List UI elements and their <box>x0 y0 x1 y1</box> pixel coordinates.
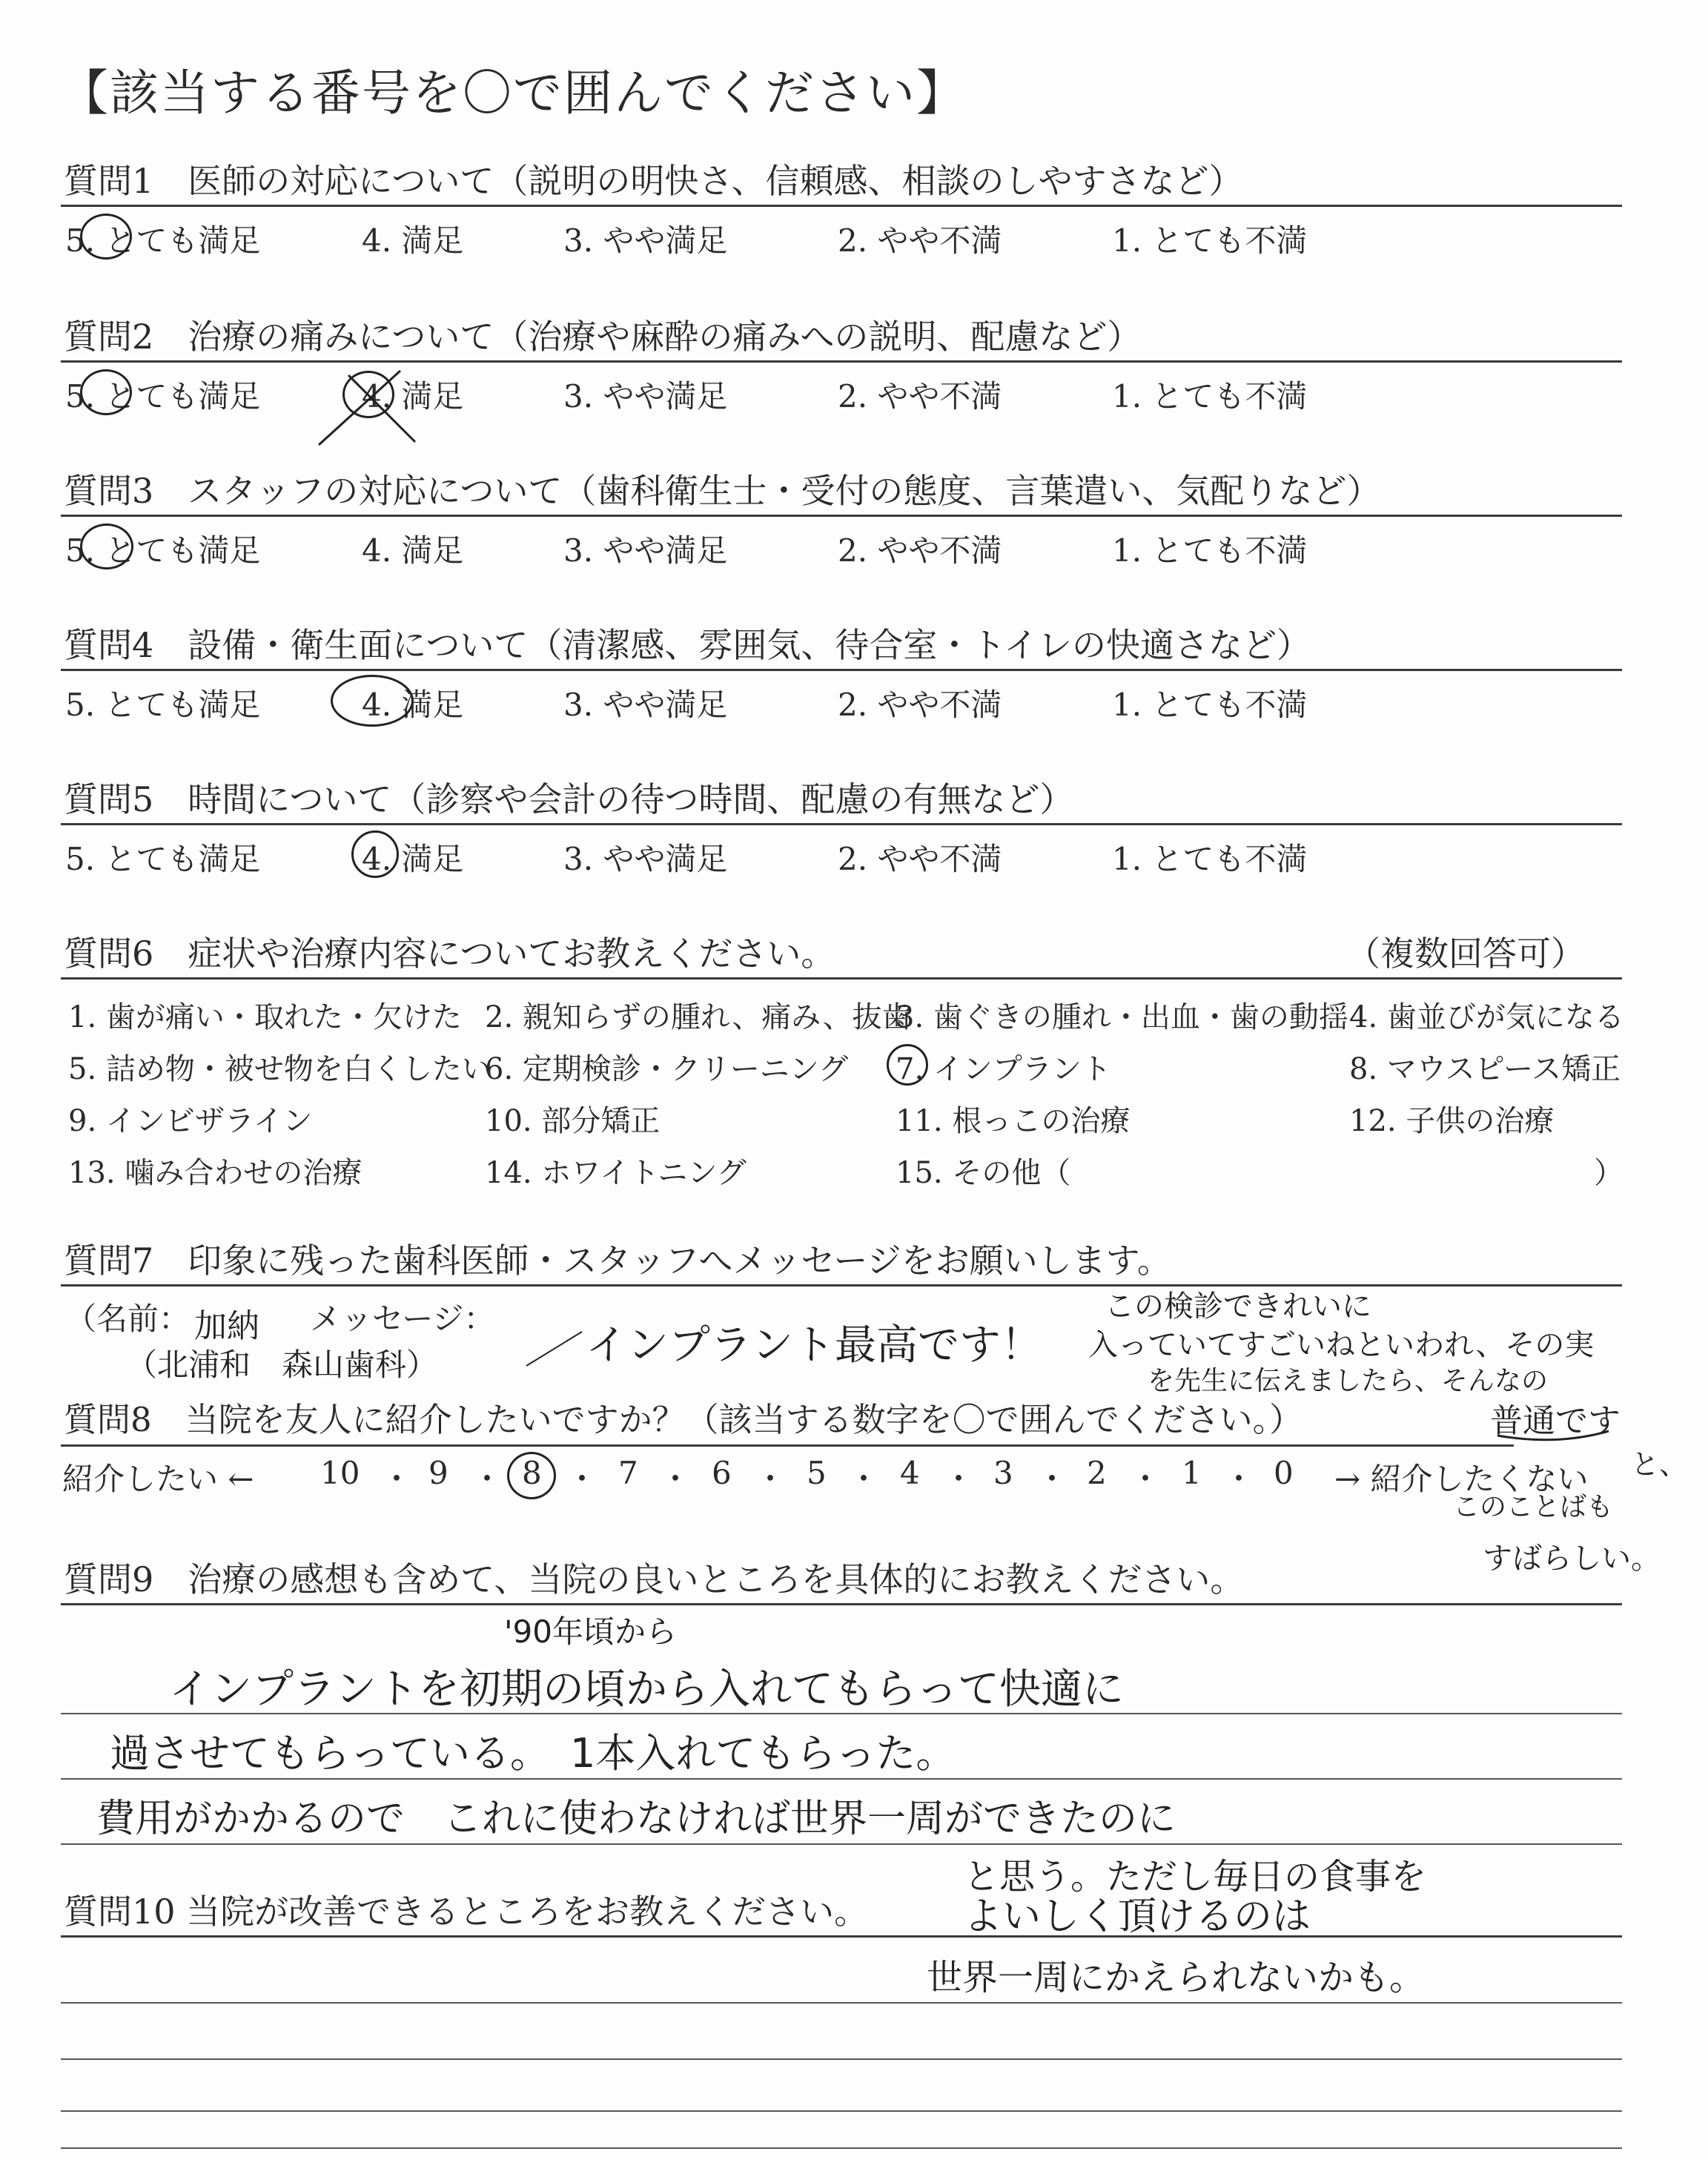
q8-dot: ・ <box>1036 1461 1068 1497</box>
q5-option-2[interactable]: 2. やや不満 <box>838 841 1002 877</box>
q7-clinic-handwritten: （北浦和 森山歯科） <box>126 1347 438 1383</box>
q2-option-1[interactable]: 1. とても不満 <box>1112 378 1308 415</box>
q6-item-5[interactable]: 5. 詰め物・被せ物を白くしたい <box>68 1052 491 1086</box>
q3-option-1[interactable]: 1. とても不満 <box>1112 532 1308 569</box>
q3-option-5[interactable]: 5. とても満足 <box>65 532 261 569</box>
question-8: 質問8 当院を友人に紹介したいですか？（該当する数字を〇で囲んでください。） <box>64 1400 1303 1439</box>
q6-item-12[interactable]: 12. 子供の治療 <box>1349 1104 1555 1138</box>
q8-scale-4[interactable]: 4 <box>900 1455 920 1491</box>
question-10: 質問10 当院が改善できるところをお教えください。 <box>64 1892 869 1932</box>
q6-item-13[interactable]: 13. 噛み合わせの治療 <box>68 1156 363 1190</box>
q7-side-note-7: すばらしい。 <box>1483 1542 1661 1576</box>
q1-option-4[interactable]: 4. 満足 <box>362 222 464 259</box>
q7-side-note-5: と、 <box>1631 1448 1688 1481</box>
question-7: 質問7 印象に残った歯科医師・スタッフへメッセージをお願いします。 <box>64 1241 1171 1281</box>
q6-item-7[interactable]: 7. インプラント <box>896 1052 1111 1086</box>
q9-answer-line-3: 過させてもらっている。 1本入れてもらった。 <box>110 1730 956 1777</box>
q5-option-4[interactable]: 4. 満足 <box>362 841 464 877</box>
q1-option-5[interactable]: 5. とても満足 <box>65 222 261 259</box>
q6-item-9[interactable]: 9. インビザライン <box>68 1104 313 1138</box>
q6-item-6[interactable]: 6. 定期検診・クリーニング <box>485 1052 849 1086</box>
q9-answer-line-1: '90年頃から <box>504 1614 677 1650</box>
q7-underline-stroke <box>1497 1431 1609 1440</box>
q5-option-3[interactable]: 3. やや満足 <box>563 841 728 877</box>
q10-answer-line-1: よいしく頂けるのは <box>964 1895 1311 1939</box>
q8-dot: ・ <box>943 1461 975 1497</box>
q4-option-1[interactable]: 1. とても不満 <box>1112 687 1308 723</box>
q2-option-5[interactable]: 5. とても満足 <box>65 378 261 415</box>
q8-scale-2[interactable]: 2 <box>1087 1455 1107 1491</box>
question-9: 質問9 治療の感想も含めて、当院の良いところを具体的にお教えください。 <box>64 1559 1245 1599</box>
question-3: 質問3 スタッフの対応について（歯科衛生士・受付の態度、言葉遣い、気配りなど） <box>64 471 1381 511</box>
q4-option-5[interactable]: 5. とても満足 <box>65 687 261 723</box>
q6-item-10[interactable]: 10. 部分矯正 <box>485 1104 661 1138</box>
question-5: 質問5 時間について（診察や会計の待つ時間、配慮の有無など） <box>64 779 1074 819</box>
q8-dot: ・ <box>848 1461 880 1497</box>
q6-item-3[interactable]: 3. 歯ぐきの腫れ・出血・歯の動揺 <box>896 1000 1348 1034</box>
q8-scale-5[interactable]: 5 <box>807 1455 827 1491</box>
q8-left-label: 紹介したい ← <box>62 1461 254 1497</box>
q7-name-handwritten[interactable]: 加納 <box>194 1307 259 1345</box>
q6-item-1[interactable]: 1. 歯が痛い・取れた・欠けた <box>68 1000 462 1034</box>
question-6: 質問6 症状や治療内容についてお教えください。 <box>64 934 835 974</box>
q7-name-label: （名前： <box>65 1301 191 1337</box>
q7-side-note-6: このことばも <box>1453 1492 1614 1522</box>
q6-note: （複数回答可） <box>1346 934 1585 974</box>
q7-side-note-4: 普通です <box>1490 1402 1621 1440</box>
q2-option-3[interactable]: 3. やや満足 <box>563 378 728 415</box>
q8-right-label: → 紹介したくない <box>1334 1461 1589 1497</box>
q9-answer-line-2: インプラントを初期の頃から入れてもらって快適に <box>169 1665 1124 1714</box>
q8-scale-8[interactable]: 8 <box>522 1455 542 1491</box>
q8-dot: ・ <box>1130 1461 1162 1497</box>
q6-item-15-close: ） <box>1594 1156 1623 1190</box>
q3-option-3[interactable]: 3. やや満足 <box>563 532 728 569</box>
q4-option-4[interactable]: 4. 満足 <box>362 687 464 723</box>
q8-scale-7[interactable]: 7 <box>618 1455 638 1491</box>
q7-pointer-stroke <box>526 1332 582 1366</box>
q4-option-2[interactable]: 2. やや不満 <box>838 687 1002 723</box>
q2-cross-stroke-1 <box>319 371 400 445</box>
q8-scale-9[interactable]: 9 <box>428 1455 448 1491</box>
question-1: 質問1 医師の対応について（説明の明快さ、信頼感、相談のしやすさなど） <box>64 161 1243 201</box>
question-2: 質問2 治療の痛みについて（治療や麻酔の痛みへの説明、配慮など） <box>64 317 1142 357</box>
q6-item-14[interactable]: 14. ホワイトニング <box>485 1156 747 1190</box>
q7-message-handwritten[interactable]: インプラント最高です！ <box>586 1321 1042 1370</box>
q7-side-note-1: この検診できれいに <box>1105 1289 1371 1324</box>
q5-option-5[interactable]: 5. とても満足 <box>65 841 261 877</box>
q8-dot: ・ <box>1223 1461 1255 1497</box>
q6-item-2[interactable]: 2. 親知らずの腫れ、痛み、抜歯 <box>485 1000 912 1034</box>
q7-side-note-3: を先生に伝えましたら、そんなの <box>1148 1366 1549 1396</box>
q9-answer-line-5: と思う。ただし毎日の食事を <box>964 1856 1427 1898</box>
q5-option-1[interactable]: 1. とても不満 <box>1112 841 1308 877</box>
q7-message-label: メッセージ： <box>310 1301 495 1337</box>
q8-dot: ・ <box>566 1461 598 1497</box>
q1-option-1[interactable]: 1. とても不満 <box>1112 222 1308 259</box>
q6-item-8[interactable]: 8. マウスピース矯正 <box>1349 1052 1621 1086</box>
page-title: 【該当する番号を〇で囲んでください】 <box>59 65 967 122</box>
q2-option-2[interactable]: 2. やや不満 <box>838 378 1002 415</box>
q2-option-4[interactable]: 4. 満足 <box>362 378 464 415</box>
q8-scale-6[interactable]: 6 <box>712 1455 732 1491</box>
q4-option-3[interactable]: 3. やや満足 <box>563 687 728 723</box>
q8-scale-0[interactable]: 0 <box>1274 1455 1294 1491</box>
q6-item-4[interactable]: 4. 歯並びが気になる <box>1349 1000 1624 1034</box>
q3-option-4[interactable]: 4. 満足 <box>362 532 464 569</box>
q8-dot: ・ <box>660 1461 692 1497</box>
question-4: 質問4 設備・衛生面について（清潔感、雰囲気、待合室・トイレの快適さなど） <box>64 625 1311 665</box>
q7-side-note-2: 入っていてすごいねといわれ、その実 <box>1088 1328 1595 1362</box>
q1-option-2[interactable]: 2. やや不満 <box>838 222 1002 259</box>
q8-scale-1[interactable]: 1 <box>1182 1455 1202 1491</box>
q8-dot: ・ <box>381 1461 413 1497</box>
q10-answer-line-2: 世界一周にかえられないかも。 <box>927 1957 1426 1998</box>
q9-answer-line-4: 費用がかかるので これに使わなければ世界一周ができたのに <box>96 1797 1176 1841</box>
q3-option-2[interactable]: 2. やや不満 <box>838 532 1002 569</box>
q6-item-11[interactable]: 11. 根っこの治療 <box>896 1104 1131 1138</box>
q8-scale-3[interactable]: 3 <box>993 1455 1013 1491</box>
q1-option-3[interactable]: 3. やや満足 <box>563 222 728 259</box>
q8-scale-10[interactable]: 10 <box>320 1455 360 1491</box>
q8-dot: ・ <box>755 1461 787 1497</box>
q8-dot: ・ <box>471 1461 503 1497</box>
q6-item-15[interactable]: 15. その他（ <box>896 1156 1071 1190</box>
